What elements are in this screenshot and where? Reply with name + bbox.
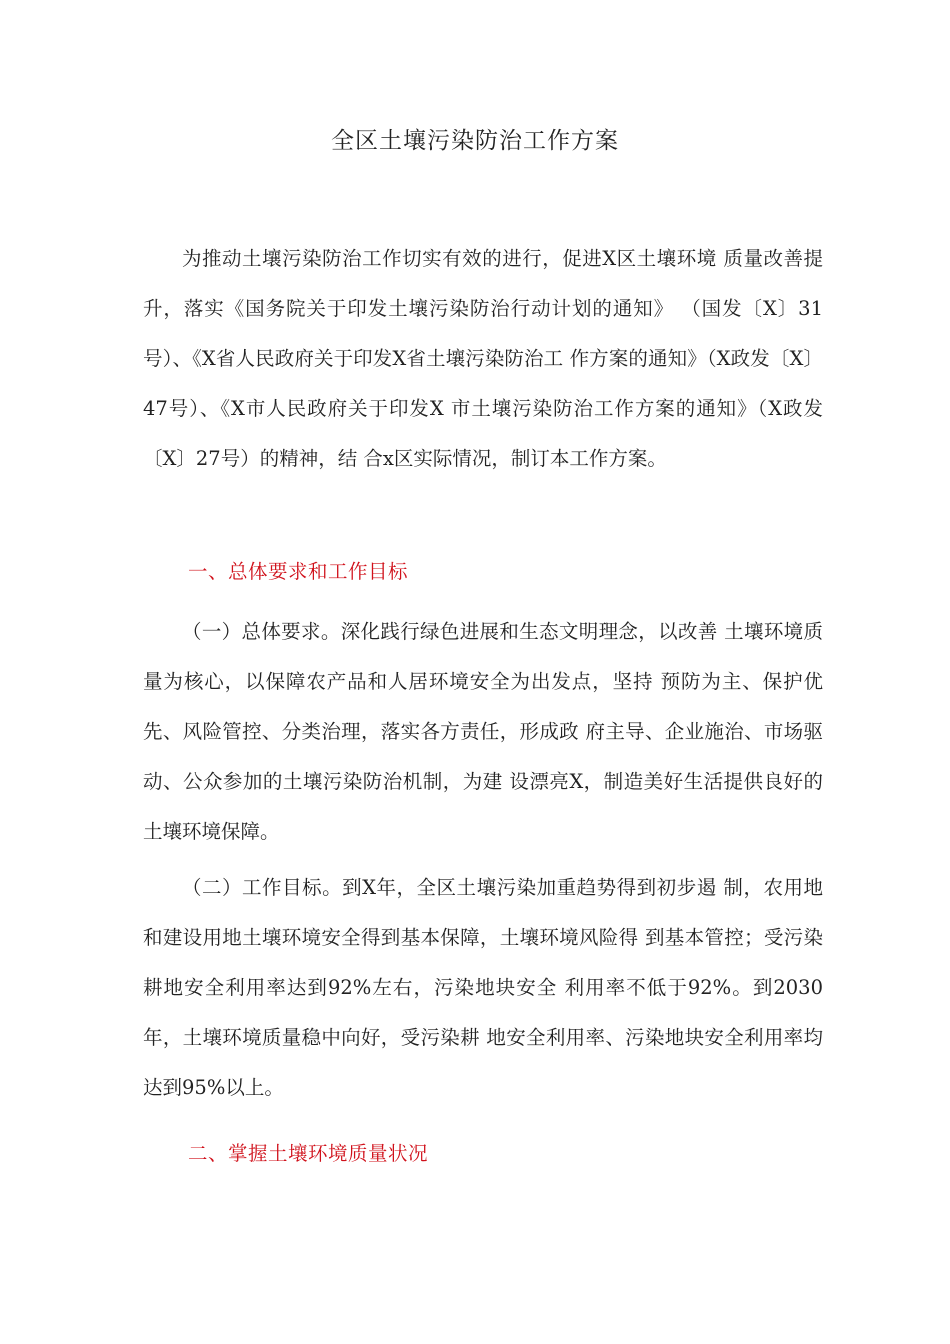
document-title: 全区土壤污染防治工作方案 bbox=[331, 128, 619, 154]
paragraph-overall-requirements: （一）总体要求。深化践行绿色进展和生态文明理念，以改善 土壤环境质量为核心，以保障农产品和人居环境安全为出发点，坚持 预防为主、保护优先、风险管控、分类治理，落实各方责任，形成政 府主导、企业施治、市场驱动、公众参加的土壤污染防治机制，为建 设漂亮X，制造美好生活提供良好的土壤环境保障。 bbox=[143, 620, 823, 843]
section-heading-general-requirements: 一、总体要求和工作目标 bbox=[188, 560, 409, 583]
intro-paragraph: 为推动土壤污染防治工作切实有效的进行，促进X区土壤环境 质量改善提升，落实《国务院关于印发土壤污染防治行动计划的通知》 （国发〔X〕31号）、《X省人民政府关于印发X省土壤污染防治工 作方案的通知》（X政发〔X〕47号）、《X市人民政府关于印发X 市土壤污染防治工作方案的通知》（X政发〔X〕27号）的精神，结 合x区实际情况，制订本工作方案。 bbox=[143, 247, 823, 470]
section-heading-soil-quality-status: 二、掌握土壤环境质量状况 bbox=[188, 1142, 429, 1165]
paragraph-work-targets: （二）工作目标。到X年，全区土壤污染加重趋势得到初步遏 制，农用地和建设用地土壤环境安全得到基本保障，土壤环境风险得 到基本管控；受污染耕地安全利用率达到92%左右，污染地块安全 利用率不低于92%。到2030年，土壤环境质量稳中向好，受污染耕 地安全利用率、污染地块安全利用率均达到95%以上。 bbox=[143, 876, 823, 1099]
